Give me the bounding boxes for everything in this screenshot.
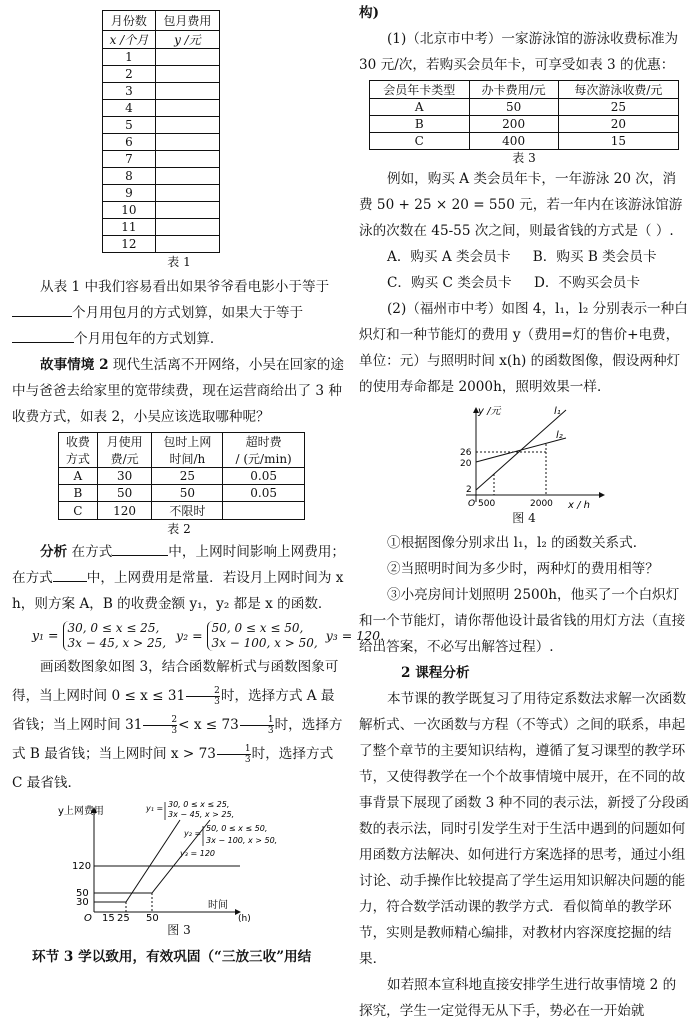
table-1-fee-cell — [155, 219, 219, 236]
table-2-cell: 25 — [152, 468, 223, 485]
fig4-label-l1: l₁ — [554, 406, 561, 417]
figure-4-caption: 图 4 — [512, 511, 536, 525]
eq-y2-brace: 50, 0 ≤ x ≤ 50, 3x − 100, x > 50, — [207, 621, 318, 651]
table-1-month-cell: 7 — [103, 151, 156, 168]
table-1-month-cell: 9 — [103, 185, 156, 202]
paragraph-1-b: 个月用包月的方式划算，如果大于等于 — [72, 305, 304, 321]
fig4-ytick-20: 20 — [460, 459, 472, 469]
table-2-cell — [223, 502, 305, 520]
table-2-cell: 120 — [97, 502, 152, 520]
fig3-xtick-15: 15 — [102, 913, 115, 922]
table-1-month-cell: 3 — [103, 83, 156, 100]
table-2-header-method: 收费 方式 — [59, 433, 98, 468]
table-1-month-cell: 6 — [103, 134, 156, 151]
fig3-ytick-50: 50 — [76, 888, 89, 899]
analysis-paragraph-2: 如若照本宣科地直接安排学生进行故事情境 2 的探究，学生一定觉得无从下手，势必在一开始就 — [359, 977, 677, 1019]
analysis-b: 中，上网时间影响上网费用；在方式 — [12, 544, 346, 586]
table-2-cell: B — [59, 485, 98, 502]
fraction-two-thirds-2: $\frac{2}{3}$ — [143, 715, 177, 736]
table-1-row — [103, 117, 220, 134]
table-3-header-cardfee: 办卡费用/元 — [469, 81, 558, 99]
table-3-header-perswim: 每次游泳收费/元 — [558, 81, 678, 99]
table-1-fee-cell — [155, 100, 219, 117]
table-3-cell: 25 — [558, 99, 678, 116]
table-1-month-cell: 4 — [103, 100, 156, 117]
paragraph-3-d: 时，选择方式 B 最省钱；当上网时间 x > 73 — [12, 717, 343, 762]
fig4-xlabel: x / h — [568, 500, 590, 510]
fig4-ytick-26: 26 — [460, 448, 472, 458]
svg-text:50, 0 ≤ x ≤ 50,: 50, 0 ≤ x ≤ 50, — [206, 824, 268, 833]
eq-y1-brace: 30, 0 ≤ x ≤ 25, 3x − 45, x > 25, — [63, 621, 167, 651]
table-1-month-cell: 12 — [103, 236, 156, 253]
option-c: C．购买 C 类会员卡 — [387, 275, 512, 291]
svg-text:y₂ =: y₂ = — [184, 829, 202, 838]
table-3-cell: 15 — [558, 133, 678, 150]
fig4-label-l2: l₂ — [556, 430, 563, 441]
table-1-row — [103, 66, 220, 83]
table-3-header-type: 会员年卡类型 — [370, 81, 470, 99]
table-1-fee-cell — [155, 117, 219, 134]
story-2-text: 现代生活离不开网络，小吴在回家的途中与爸爸去给家里的宽带续费，现在运营商给出了 3 种收费方式，如表 2，小吴应该选取哪种呢？ — [12, 357, 344, 425]
fig3-ytick-120: 120 — [72, 861, 92, 872]
paragraph-3-b: 时，选择方式 A 最省钱；当上网时间 31 — [12, 688, 335, 733]
fraction-one-third: $\frac{1}{3}$ — [240, 715, 274, 736]
table-3-cell: A — [370, 99, 470, 116]
table-2-row — [59, 502, 305, 520]
table-1-row — [103, 134, 220, 151]
table-1-row — [103, 151, 220, 168]
sub-question-3: ③小亮房间计划照明 2500h，他买了一个白炽灯和一个节能灯，请你帮他设计最省钱的用灯方法（直接给出答案，不必写出解答过程）. — [359, 587, 686, 655]
eq-y3: y₃ = 120， — [325, 627, 393, 643]
table-1-header-months: 月份数 — [103, 11, 156, 31]
analysis-c: 中，上网费用是常量．若设月上网时间为 x h，则方案 A，B 的收费金额 y₁，y₂ 都是 x 的函数． — [12, 570, 344, 612]
table-3-cell: 400 — [469, 133, 558, 150]
table-1-fee-cell — [155, 49, 219, 66]
table-1 — [102, 10, 220, 253]
table-2-row — [59, 468, 305, 485]
table-2-header-monthly: 月使用 费/元 — [97, 433, 152, 468]
table-3-row — [370, 116, 679, 133]
paragraph-3-c: < x ≤ 73 — [178, 717, 239, 733]
paragraph-3-e: 时，选择方式 C 最省钱． — [12, 746, 334, 791]
table-1-row — [103, 219, 220, 236]
table-3-caption: 表 3 — [512, 151, 536, 165]
left-column — [12, 0, 393, 970]
table-1-month-cell: 8 — [103, 168, 156, 185]
table-2-header-overtime: 超时费 / (元/min) — [223, 433, 305, 468]
table-1-unit-fee: y /元 — [155, 31, 219, 49]
option-d: D．不购买会员卡 — [533, 275, 640, 291]
fig3-origin: O — [84, 913, 92, 922]
table-2-cell: 50 — [152, 485, 223, 502]
svg-text:y₁ =: y₁ = — [146, 804, 164, 813]
table-3-cell: C — [370, 133, 470, 150]
fraction-one-third-2: $\frac{1}{3}$ — [217, 744, 251, 765]
table-1-row — [103, 202, 220, 219]
table-3-cell: 20 — [558, 116, 678, 133]
figure-3-caption: 图 3 — [167, 923, 191, 937]
table-1-month-cell: 11 — [103, 219, 156, 236]
right-column — [359, 0, 689, 1024]
table-2-cell: 50 — [97, 485, 152, 502]
table-2-cell: C — [59, 502, 98, 520]
fig4-ylabel: y /元 — [478, 406, 501, 417]
table-2-cell: 不限时 — [152, 502, 223, 520]
table-1-fee-cell — [155, 134, 219, 151]
table-1-fee-cell — [155, 168, 219, 185]
table-1-row — [103, 83, 220, 100]
section-3-heading: 环节 3 学以致用，有效巩固（“三放三收”用结 — [32, 949, 312, 965]
fig4-ytick-2: 2 — [466, 485, 472, 495]
table-2-caption: 表 2 — [167, 522, 191, 536]
blank-1 — [12, 302, 72, 317]
piecewise-equations — [32, 621, 393, 651]
blank-3 — [112, 541, 168, 556]
fig3-line-y1 — [94, 820, 180, 902]
example-1: 例如，购买 A 类会员年卡，一年游泳 20 次，消费 50 + 25 × 20 = 550 元，若一年内在该游泳馆游泳的次数在 45-55 次之间，则最省钱的方式是（ ）. — [359, 171, 683, 239]
svg-text:y₃ = 120: y₃ = 120 — [180, 849, 215, 858]
figure-4 — [454, 402, 614, 510]
fig3-xtick-25: 25 — [117, 913, 130, 922]
paragraph-3-a: 画函数图象如图 3，结合函数解析式与函数图象可得，当上网时间 0 ≤ x ≤ 31 — [12, 659, 339, 704]
table-2-header-hours: 包时上网 时间/h — [152, 433, 223, 468]
table-3-cell: B — [370, 116, 470, 133]
svg-text:30, 0 ≤ x ≤ 25,: 30, 0 ≤ x ≤ 25, — [168, 800, 230, 809]
table-2-cell: A — [59, 468, 98, 485]
fig3-legend — [145, 800, 277, 858]
table-1-row — [103, 49, 220, 66]
table-3-row — [370, 133, 679, 150]
fig3-xlabel: 时间 — [208, 900, 228, 911]
sub-question-2: ②当照明时间为多少时，两种灯的费用相等？ — [387, 561, 659, 577]
analysis-label: 分析 — [40, 544, 68, 560]
table-1-row — [103, 100, 220, 117]
table-2 — [58, 432, 305, 520]
table-1-caption: 表 1 — [167, 255, 191, 269]
eq-y2-label: y₂ = — [176, 627, 203, 643]
table-1-month-cell: 1 — [103, 49, 156, 66]
table-3-cell: 50 — [469, 99, 558, 116]
fig4-xtick-500: 500 — [478, 499, 496, 509]
blank-2 — [12, 328, 74, 343]
sub-question-1: ①根据图像分别求出 l₁，l₂ 的函数关系式． — [387, 535, 647, 551]
table-1-fee-cell — [155, 185, 219, 202]
table-1-header-fee: 包月费用 — [155, 11, 219, 31]
eq-y1-label: y₁ = — [32, 627, 59, 643]
fig4-xtick-2000: 2000 — [530, 499, 553, 509]
table-3 — [369, 80, 679, 150]
table-2-row — [59, 485, 305, 502]
table-1-month-cell: 10 — [103, 202, 156, 219]
question-2: (2)（福州市中考）如图 4，l₁，l₂ 分别表示一种白炽灯和一种节能灯的费用 y（费用=灯的售价+电费，单位：元）与照明时间 x(h) 的函数图像，假设两种灯的使用寿命都是 2000h，照明效果一样． — [359, 301, 688, 395]
fig3-ylabel: y上网费用 — [58, 806, 104, 817]
story-2-label: 故事情境 2 — [40, 357, 109, 373]
table-1-row — [103, 168, 220, 185]
table-1-fee-cell — [155, 66, 219, 83]
option-b: B．购买 B 类会员卡 — [532, 249, 657, 265]
fig3-xunit: (h) — [238, 914, 251, 922]
svg-text:3x − 45, x > 25,: 3x − 45, x > 25, — [168, 810, 235, 819]
table-1-fee-cell — [155, 151, 219, 168]
section-2-heading: 2 课程分析 — [401, 665, 470, 681]
table-1-row — [103, 236, 220, 253]
right-top-text: 构) — [359, 5, 380, 21]
table-1-month-cell: 2 — [103, 66, 156, 83]
table-2-cell: 30 — [97, 468, 152, 485]
table-1-month-cell: 5 — [103, 117, 156, 134]
analysis-a: 在方式 — [71, 544, 113, 560]
paragraph-1-a: 从表 1 中我们容易看出如果爷爷看电影小于等于 — [40, 279, 330, 295]
table-2-cell: 0.05 — [223, 485, 305, 502]
table-1-fee-cell — [155, 83, 219, 100]
blank-4 — [53, 567, 87, 582]
table-3-cell: 200 — [469, 116, 558, 133]
figure-3 — [50, 800, 310, 922]
table-1-fee-cell — [155, 236, 219, 253]
table-2-cell: 0.05 — [223, 468, 305, 485]
analysis-paragraph-1: 本节课的教学既复习了用待定系数法求解一次函数解析式、一次函数与方程（不等式）之间的联系，串起了整个章节的主要知识结构，遵循了复习课型的教学环节，又使得教学在一个个故事情境中展开，在不同的故事背景下展现了函数 3 种不同的表示法，新授了分段函数的表示法，同时引发学生对于生活中遇到的问题如何用函数方法解决、如何进行方案选择的思考，通过小组讨论、动手操作比较提高了学生运用知识解决问题的能力，符合数学活动课的教学方式．看似简单的教学环节，实则是教师精心编排，对教材内容深度挖掘的结果． — [359, 691, 689, 967]
fig4-line-l2 — [476, 438, 566, 462]
svg-text:3x − 100, x > 50,: 3x − 100, x > 50, — [206, 836, 278, 845]
table-3-row — [370, 99, 679, 116]
question-1: (1)（北京市中考）一家游泳馆的游泳收费标准为 30 元/次，若购买会员年卡，可享受如表 3 的优惠： — [359, 31, 679, 73]
fig4-origin: O — [468, 499, 476, 509]
option-a: A．购买 A 类会员卡 — [387, 249, 511, 265]
fig3-xtick-50: 50 — [146, 913, 159, 922]
fraction-two-thirds: $\frac{2}{3}$ — [186, 686, 220, 707]
paragraph-1-c: 个月用包年的方式划算． — [74, 331, 224, 347]
table-1-row — [103, 185, 220, 202]
fig3-ytick-30: 30 — [76, 897, 89, 908]
table-1-fee-cell — [155, 202, 219, 219]
table-1-unit-months: x /个月 — [103, 31, 156, 49]
